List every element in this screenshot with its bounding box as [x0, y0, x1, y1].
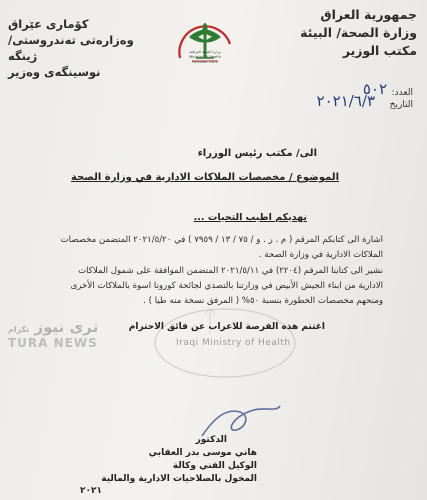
paragraph-reference: اشارة الى كتابكم المرقم ( م . ر . و / ٧٥ / ١٣ / ٧٩٥٩ ) في ٢٠٢١/٥/٢٠ المتضمن مخصصات الملاكات الادارية في وزارة الصحة .	[60, 235, 383, 260]
signature-name: هاني موسى بدر العقابي	[148, 448, 257, 458]
subject-line	[71, 172, 339, 183]
date-label: التاريخ	[389, 100, 413, 110]
watermark-arabic-small: تكرام	[8, 325, 30, 334]
closing-line: اغتنم هذه الفرصة للاعراب عن فائق الاحترام	[128, 322, 325, 332]
greeting-text: نهديكم اطيب التحيات ...	[193, 212, 307, 223]
kurdish-letterhead	[8, 16, 148, 80]
number-value: ٥٠٢	[362, 80, 387, 98]
signature-year: ٢٠٢١	[80, 486, 102, 496]
kurdish-ministry: وەزارەتی تەندروستی/ ژینگە	[8, 33, 134, 63]
watermark-english: TURA NEWS	[8, 336, 98, 350]
date-value: ٢٠٢١/٦/٣	[316, 92, 375, 110]
logo-caption	[168, 50, 242, 65]
logo-caption-english: Ministry of Health	[189, 55, 221, 59]
letterhead-office: مكتب الوزير	[342, 43, 417, 58]
watermark-arabic	[8, 318, 98, 336]
paragraph-approval: نشير الى كتابنا المرقم (٢٢٠٤) في ٢٠٢١/٥/١١ المتضمن الموافقة على شمول الملاكات الادارية من ابناء الجيش الأبيض في وزارتنا بالتصدي لجائحة كورونا اسوة بالملاكات الأخرى ومنحهم مخصصات الخطورة بنسبة ٥٠% ( المرفق نسخة منه طيا ) .	[70, 266, 383, 306]
arabic-letterhead	[267, 6, 417, 60]
watermark-arabic-main: ترى نيوز	[34, 318, 99, 336]
signature-title: الدكتور	[195, 435, 227, 445]
letterhead-ministry: وزارة الصحة/ البيئة	[300, 25, 417, 40]
subject-text: الموضوع / مخصصات الملاكات الادارية في وزارة الصحة	[71, 172, 339, 183]
logo-caption-founded: Founded 1921	[192, 60, 218, 64]
addressee-line: الى/ مكتب رئيس الوزراء	[197, 148, 317, 159]
logo-caption-arabic: وزارة الصحة العراقية	[189, 50, 221, 54]
signature-authority: المخول بالصلاحيات الادارية والمالية	[101, 474, 257, 484]
kurdish-country: كۆماری عێراق	[8, 17, 89, 31]
kurdish-office: نوسینگەی وەزیر	[8, 65, 101, 79]
signature-role: الوكيل الفني وكالة	[172, 461, 257, 471]
greeting-line	[194, 212, 307, 223]
number-label: العدد:	[391, 88, 413, 98]
letterhead-country: جمهورية العراق	[320, 7, 417, 22]
stamp-text: Iraqi Ministry of Health	[176, 338, 291, 348]
